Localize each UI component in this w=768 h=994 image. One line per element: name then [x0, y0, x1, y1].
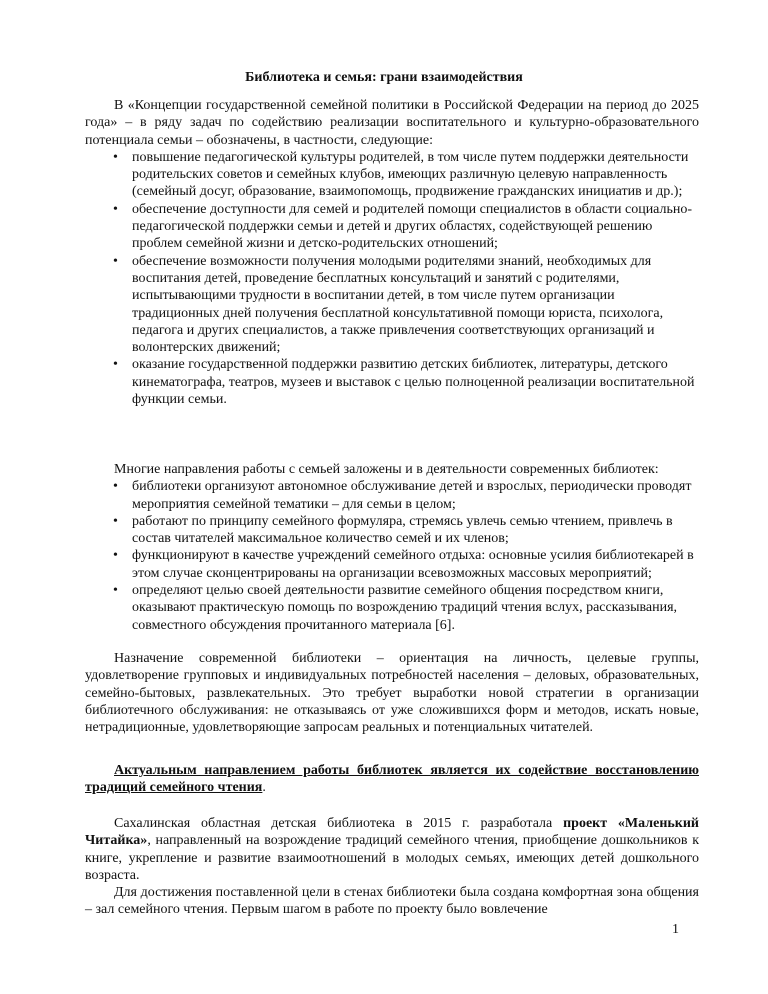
- list-item: • функционируют в качестве учреждений семейного отдыха: основные усилия библиотекарей в этом случае сконцентрированы на организации всевозможных массовых мероприятий;: [85, 547, 699, 582]
- sakhalin-paragraph: [85, 815, 699, 884]
- sakhalin-text-a: Сахалинская областная детская библиотека в 2015 г. разработала: [114, 816, 564, 831]
- libraries-section: [85, 461, 699, 634]
- intro-paragraph: В «Концепции государственной семейной политики в Российской Федерации на период до 2025 года» – в ряду задач по содействию реализации воспитательного и культурно-образовательного потенциала семьи – обозначены, в частности, следующие:: [85, 98, 699, 148]
- list-item: • обеспечение возможности получения молодыми родителями знаний, необходимых для воспитания детей, проведение бесплатных консультаций и занятий с родителями, испытывающими трудности в воспитании детей, в том числе путем организации традиционных дней получения бесплатной консультативной помощи юриста, психолога, педагога и других специалистов, а также привлечения соответствующих организаций и волонтерских движений;: [85, 253, 699, 357]
- direction-emphasis: Актуальным направлением работы библиотек является их содействие восстановлению традиций семейного чтения: [85, 763, 699, 796]
- purpose-section: [85, 650, 699, 736]
- document-title: Библиотека и семья: грани взаимодействия: [245, 70, 523, 85]
- tasks-list: [85, 149, 699, 408]
- list-item: • определяют целью своей деятельности развитие семейного общения посредством книги, оказывают практическую помощь по возрождению традиций чтения вслух, рассказывания, совместного обсуждения прочитанного материала [6].: [85, 582, 699, 634]
- list-item: • повышение педагогической культуры родителей, в том числе путем поддержки деятельности родительских советов и семейных клубов, имеющих различную целевую направленность (семейный досуг, образование, взаимопомощь, продвижение гражданских инициатив и др.);: [85, 149, 699, 201]
- page-number: 1: [672, 922, 679, 937]
- sakhalin-section: [85, 815, 699, 919]
- direction-paragraph: [85, 762, 699, 797]
- direction-end: .: [262, 780, 266, 796]
- purpose-paragraph: Назначение современной библиотеки – ориентация на личность, целевые группы, удовлетворение групповых и индивидуальных потребностей населения – деловых, образовательных, семейно-бытовых, развлекательных. Это требует выработки новой стратегии в организации библиотечного обслуживания: не отказываясь от уже сложившихся форм и методов, искать новые, нетрадиционные, удовлетворяющие запросам реальных и потенциальных читателей.: [85, 651, 699, 736]
- concept-section: [85, 97, 699, 408]
- library-points-list: [85, 478, 699, 634]
- libraries-intro-paragraph: Многие направления работы с семьей заложены и в деятельности современных библиотек:: [114, 462, 659, 477]
- direction-section: [85, 762, 699, 797]
- list-item: • оказание государственной поддержки развитию детских библиотек, литературы, детского кинематографа, театров, музеев и выставок с целью полноценной реализации воспитательной функции семьи.: [85, 356, 699, 408]
- list-item: • обеспечение доступности для семей и родителей помощи специалистов в области социально-педагогической поддержки семьи и детей и других областях, содействующей решению проблем семейной жизни и детско-родительских отношений;: [85, 201, 699, 253]
- project-name: проект «Маленький Читайка»: [85, 816, 700, 849]
- list-item: • библиотеки организуют автономное обслуживание детей и взрослых, периодически проводят мероприятия семейной тематики – для семьи в целом;: [85, 478, 699, 513]
- comfort-paragraph: Для достижения поставленной цели в стенах библиотеки была создана комфортная зона общения – зал семейного чтения. Первым шагом в работе по проекту было вовлечение: [85, 885, 699, 918]
- list-item: • работают по принципу семейного формуляра, стремясь увлечь семью чтением, привлечь в состав читателей максимальное количество семей и их членов;: [85, 513, 699, 548]
- sakhalin-text-b: , направленный на возрождение традиций семейного чтения, приобщение дошкольников к книге, укрепление и развитие взаимоотношений в молодых семьях, имеющих детей дошкольного возраста.: [85, 833, 699, 883]
